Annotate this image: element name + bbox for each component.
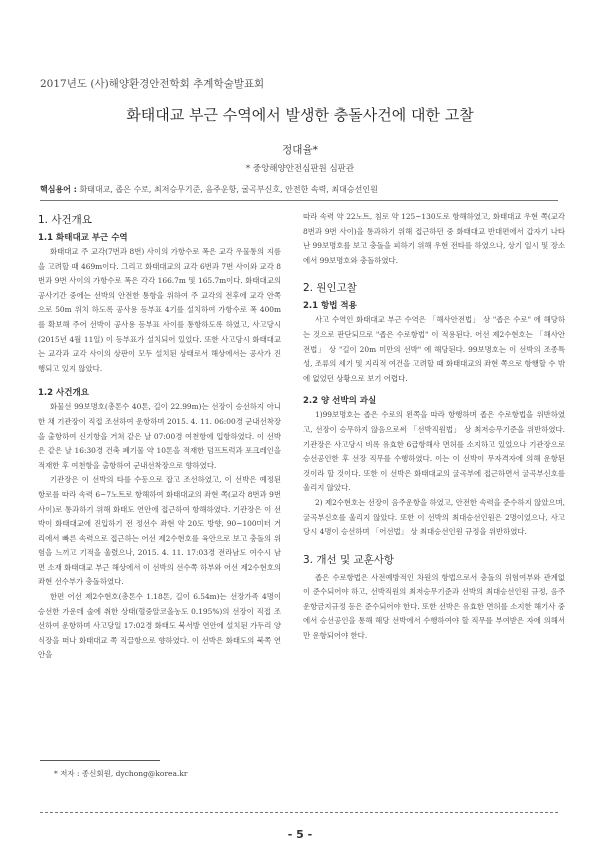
section-2-heading: 2. 원인고찰 — [303, 282, 357, 295]
running-head: 2017년도 (사)해양환경안전학회 추계학술발표회 — [40, 78, 265, 90]
keywords-line — [40, 184, 378, 195]
section-1-2-paragraph-3: 한편 어선 제2수현호(총톤수 1.18톤, 길이 6.54m)는 선장가족 4명이 승선한 가운데 술에 취한 상태(혈중알코올농도 0.195%)의 선장이 직접 조선하여 운항하며 사고당일 17:02경 화태도 북서방 연안에 설치된 가두리 양식장을 떠나 화태대교 쪽 직끌항으로 향하였다. 이 선박은 화태도의 북쪽 연안을 — [38, 592, 281, 660]
page-bottom-divider — [40, 812, 558, 813]
footnote-divider — [40, 760, 160, 761]
section-1-2-heading: 1.2 사건개요 — [38, 388, 89, 399]
section-3-text: 좁은 수로항법은 사전예방적인 차원의 항법으로서 충돌의 위험여부와 관계없이 준수되어야 하고, 선박직원의 최저승무기준과 선박의 최대승선인원 규정, 음주운항금지규정 등은 준수되어야 한다. 또한 선박은 유효한 면허를 소지한 해기사 중에서 승선공인을 통해 해당 선박에서 수행하여야 할 직무를 부여받은 자에 의해서만 운항되어야 한다. — [303, 572, 565, 641]
section-2-2-paragraph-1: 1)99보명호는 좁은 수로의 왼쪽을 따라 항행하며 좁은 수로항법을 위반하였고, 선장이 승무하지 않음으로써 「선박직원법」 상 최저승무기준을 위반하였다. 기관장은 사고당시 비록 유효한 6급항해사 면허를 소지하고 있었으나 기관장으로 승선공인한 후 선장 직무를 수행하였다. 이는 이 선박이 무자격자에 의해 운항된 것이라 할 것이다. 또한 이 선박은 화태대교의 굴곡부에 접근하면서 굴곡부신호를 울리지 않았다. — [303, 410, 565, 493]
section-1-2-paragraph-1: 화물선 99보명호(총톤수 40톤, 길이 22.99m)는 선장이 승선하지 아니한 채 기관장이 직접 조선하여 운항하며 2015. 4. 11. 06:00경 군내선착장을 출항하여 신기항을 거쳐 같은 날 07:00경 여천항에 입항하였다. 이 선박은 같은 날 16:30경 건축 폐기물 약 10톤을 적재한 덤프트럭과 포크레인을 적재한 후 여천항을 출항하여 군내선착장으로 향하였다. — [38, 402, 281, 470]
section-1-2-paragraph-2: 기관장은 이 선박의 타를 수동으로 잡고 조선하였고, 이 선박은 예정된 항로를 따라 속력 6~7노트로 항해하여 화태대교의 좌현 쪽(교각 8번과 9번 사이)로 통과하기 위해 화태도 연안에 접근하여 항해하였다. 기관장은 이 선박이 화태대교에 진입하기 전 정선수 좌현 약 20도 방향, 90~100미터 거리에서 빠른 속력으로 접근하는 어선 제2수현호를 육안으로 보고 충돌의 위험을 느끼고 기적을 울렸으나, 2015. 4. 11. 17:03경 전라남도 여수시 남면 소재 화태대교 부근 해상에서 이 선박의 선수쪽 하부와 어선 제2수현호의 좌현 선수부가 충돌하였다. — [38, 475, 281, 587]
footnote: * 저자 : 종신회원, dychong@korea.kr — [54, 769, 188, 778]
section-2-1-text: 사고 수역인 화태대교 부근 수역은 「해사안전법」 상 "좁은 수로" 에 해당하는 것으로 판단되므로 "좁은 수로항법" 이 적용된다. 어선 제2수현호는 「해사안전법」 상 "길이 20m 미만의 선박" 에 해당된다. 99보명호는 이 선박의 조종특성, 조류의 세기 및 지리적 여건을 고려할 때 화태대교의 좌현 쪽으로 항행할 수 밖에 없었던 상황으로 보기 어렵다. — [303, 315, 565, 383]
header-divider — [40, 200, 558, 201]
left-column — [38, 212, 281, 663]
section-1-2-continued: 따라 속력 약 22노트, 침로 약 125~130도로 항해하였고, 화태대교 우현 쪽(교각 8번과 9번 사이)을 통과하기 위해 접근하던 중 화태대교 반대편에서 갑자기 나타난 99보명호를 보고 충돌을 피하기 위해 우현 전타를 하였으나, 상기 일시 및 장소에서 99보명호와 충돌하였다. — [303, 212, 565, 265]
right-column — [303, 210, 565, 644]
author-name: 정대율* — [282, 144, 318, 156]
section-2-2-heading: 2.2 양 선박의 과실 — [303, 396, 377, 407]
section-2-1-heading: 2.1 항법 적용 — [303, 301, 357, 312]
section-1-heading: 1. 사건개요 — [38, 214, 92, 226]
section-3-heading: 3. 개선 및 교훈사항 — [303, 553, 395, 566]
section-1-1-heading: 1.1 화태대교 부근 수역 — [38, 233, 128, 243]
section-2-2-paragraph-2: 2) 제2수현호는 선장이 음주운항을 하였고, 안전한 속력을 준수하지 않았으며, 굴곡부신호를 울리지 않았다. 또한 이 선박의 최대승선인원은 2명이었으나, 사고당시 4명이 승선하며 「어선법」 상 최대승선인원 규정을 위반하였다. — [303, 497, 565, 537]
paper-title: 화태대교 부근 수역에서 발생한 충돌사건에 대한 고찰 — [126, 106, 474, 124]
keywords-label: 핵심용어 : — [40, 185, 77, 194]
section-1-1-text: 화태대교 주 교각(7번과 8번) 사이의 가항수로 폭은 교각 우물통의 지름을 고려할 때 469m이다. 그리고 화태대교의 교각 6번과 7번 사이와 교각 8번과 9번 사이의 가항수로 폭은 각각 166.7m 및 165.7m이다. 화태대교의 공사기간 중에는 선박의 안전한 통항을 위하여 주 교각의 전후에 교각 안쪽으로 50m 위치 하도록 공사용 등부표 4기를 설치하여 가항수로 폭 400m를 확보해 주어 선박이 공사용 등부표 사이를 통항하도록 하였고, 사고당시(2015년 4월 11일) 이 등부표가 설치되어 있었다. 또한 사고당시 화태대교는 교각과 교각 사이의 상판이 모두 설치된 상태로서 해상에서는 공사가 진행되고 있지 않았다. — [38, 247, 281, 373]
page-number: - 5 - — [287, 828, 313, 841]
keywords-list: 화태대교, 좁은 수로, 최저승무기준, 음주운항, 굴곡부신호, 안전한 속력, 최대승선인원 — [79, 185, 378, 194]
author-affiliation: * 중앙해양안전심판원 심판관 — [245, 164, 355, 174]
